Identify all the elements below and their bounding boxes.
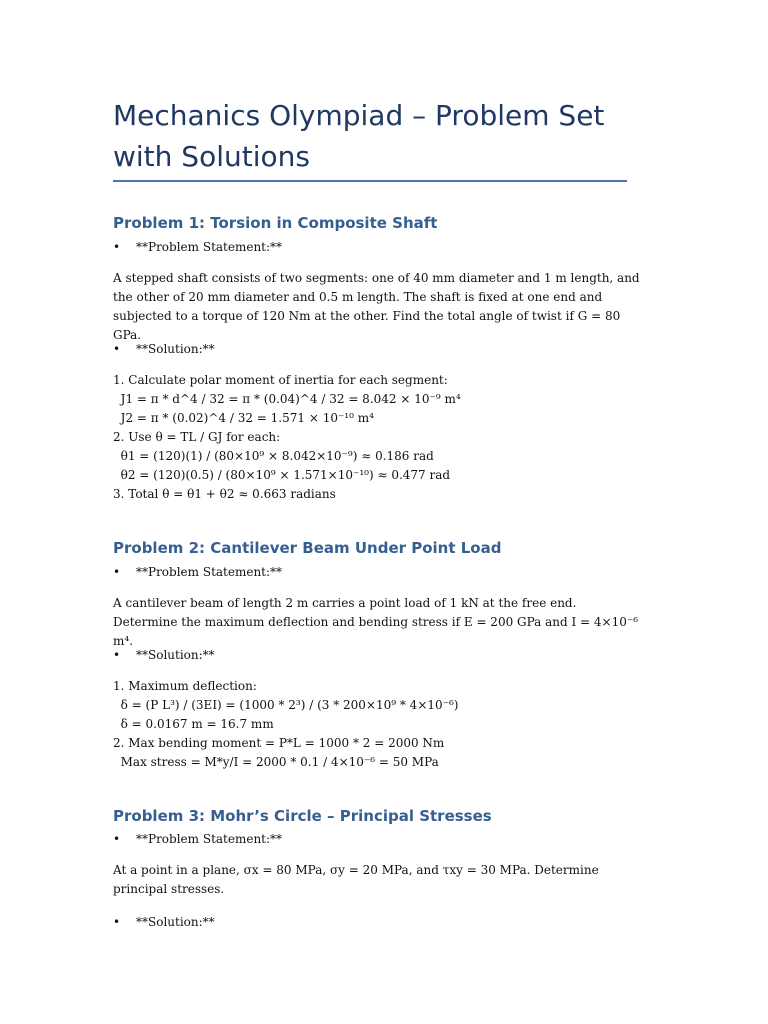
problem-2-solution-line: 1. Maximum deflection:: [113, 679, 257, 693]
bullet-label: **Solution:**: [136, 648, 215, 662]
bullet-icon: •: [113, 915, 121, 929]
problem-1-solution-line: 2. Use θ = TL / GJ for each:: [113, 430, 281, 444]
problem-2-heading: Problem 2: Cantilever Beam Under Point Load: [113, 539, 502, 557]
problem-3-heading: Problem 3: Mohr’s Circle – Principal Stresses: [113, 807, 492, 825]
bullet-label: **Problem Statement:**: [136, 565, 283, 579]
problem-1-solution-line: θ1 = (120)(1) / (80×10⁹ × 8.042×10⁻⁹) ≈ 0.186 rad: [113, 449, 434, 463]
problem-1-solution-line: J1 = π * d^4 / 32 = π * (0.04)^4 / 32 = 8.042 × 10⁻⁹ m⁴: [113, 392, 461, 406]
bullet-label: **Solution:**: [136, 342, 215, 356]
problem-1-solution-line: 1. Calculate polar moment of inertia for each segment:: [113, 373, 448, 387]
bullet-label: **Solution:**: [136, 915, 215, 929]
title-divider: [113, 180, 627, 182]
problem-3-statement: At a point in a plane, σx = 80 MPa, σy = 20 MPa, and τxy = 30 MPa. Determine principal stresses.: [113, 863, 599, 896]
bullet-icon: •: [113, 648, 121, 662]
problem-2-statement: A cantilever beam of length 2 m carries a point load of 1 kN at the free end. Determine the maximum deflection and bending stress if E = 200 GPa and I = 4×10⁻⁶ m⁴.: [113, 596, 639, 648]
bullet-label: **Problem Statement:**: [136, 240, 283, 254]
problem-1-statement: A stepped shaft consists of two segments: one of 40 mm diameter and 1 m length, and the other of 20 mm diameter and 0.5 m length. The shaft is fixed at one end and subjected to a torque of 120 Nm at the other. Find the total angle of twist if G = 80 GPa.: [113, 271, 640, 342]
bullet-icon: •: [113, 240, 121, 254]
problem-1-solution-line: θ2 = (120)(0.5) / (80×10⁹ × 1.571×10⁻¹⁰) ≈ 0.477 rad: [113, 468, 451, 482]
bullet-icon: •: [113, 565, 121, 579]
problem-1-solution-line: 3. Total θ = θ1 + θ2 ≈ 0.663 radians: [113, 487, 336, 501]
problem-1-heading: Problem 1: Torsion in Composite Shaft: [113, 214, 438, 232]
problem-2-solution-line: δ = (P L³) / (3EI) = (1000 * 2³) / (3 * 200×10⁹ * 4×10⁻⁶): [113, 698, 459, 712]
problem-1-solution-line: J2 = π * (0.02)^4 / 32 = 1.571 × 10⁻¹⁰ m⁴: [113, 411, 374, 425]
bullet-icon: •: [113, 342, 121, 356]
bullet-label: **Problem Statement:**: [136, 832, 283, 846]
bullet-icon: •: [113, 832, 121, 846]
document-title: Mechanics Olympiad – Problem Set with Solutions: [113, 99, 605, 173]
problem-2-solution-line: Max stress = M*y/I = 2000 * 0.1 / 4×10⁻⁶ = 50 MPa: [113, 755, 439, 769]
problem-2-solution-line: δ = 0.0167 m = 16.7 mm: [113, 717, 274, 731]
problem-2-solution-line: 2. Max bending moment = P*L = 1000 * 2 = 2000 Nm: [113, 736, 445, 750]
